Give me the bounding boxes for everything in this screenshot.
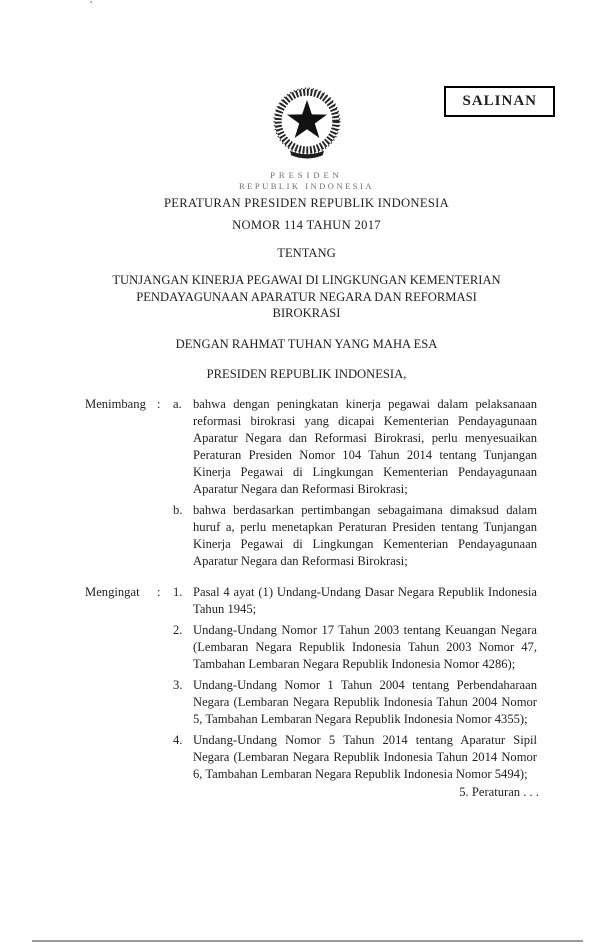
- list-item: [173, 732, 537, 783]
- item-text: Undang-Undang Nomor 5 Tahun 2014 tentang Aparatur Sipil Negara (Lembaran Negara Republik Indonesia Tahun 2014 Nomor 6, Tambahan Lembaran Negara Republik Indonesia Nomor 5494);: [193, 732, 537, 781]
- item-marker: 4.: [173, 732, 183, 747]
- item-text: bahwa berdasarkan pertimbangan sebagaimana dimaksud dalam huruf a, perlu menetapkan Peraturan Presiden tentang Tunjangan Kinerja Pegawai di Lingkungan Kementerian Pendayagunaan Aparatur Negara dan Reformasi Birokrasi;: [193, 502, 537, 568]
- scan-artifact-tick: ʹ: [90, 0, 93, 11]
- menimbang-section: [85, 396, 537, 570]
- list-item: [173, 677, 537, 728]
- menimbang-label: Menimbang: [85, 396, 146, 411]
- regulation-title: PERATURAN PRESIDEN REPUBLIK INDONESIA: [163, 196, 450, 210]
- rahmat-line: DENGAN RAHMAT TUHAN YANG MAHA ESA: [175, 336, 438, 351]
- document-body: [0, 396, 613, 783]
- garuda-star-emblem-icon: [268, 82, 346, 164]
- list-item: [173, 502, 537, 570]
- page-continuation-marker: 5. Peraturan . . .: [459, 784, 539, 799]
- item-marker: 1.: [173, 584, 183, 599]
- salinan-stamp: [444, 86, 555, 117]
- item-text: Undang-Undang Nomor 17 Tahun 2003 tentang Keuangan Negara (Lembaran Negara Republik Indonesia Tahun 2003 Nomor 47, Tambahan Lembaran Negara Republik Indonesia Nomor 4286);: [193, 622, 537, 671]
- regulation-subject: TUNJANGAN KINERJA PEGAWAI DI LINGKUNGAN KEMENTERIAN PENDAYAGUNAAN APARATUR NEGARA DAN REFORMASI BIROKRASI: [112, 273, 501, 320]
- scan-artifact-line: [32, 940, 583, 942]
- mengingat-items: [173, 584, 537, 783]
- presiden-ri-line: PRESIDEN REPUBLIK INDONESIA,: [206, 366, 407, 381]
- presidential-seal: [0, 0, 613, 164]
- letterhead-presiden: PRESIDEN: [270, 170, 343, 180]
- tentang-heading: TENTANG: [277, 246, 336, 260]
- menimbang-items: [173, 396, 537, 570]
- list-item: [173, 584, 537, 618]
- menimbang-colon: :: [157, 396, 161, 411]
- salinan-label: SALINAN: [462, 93, 537, 109]
- item-marker: 3.: [173, 677, 183, 692]
- item-text: Undang-Undang Nomor 1 Tahun 2004 tentang Perbendaharaan Negara (Lembaran Negara Republik Indonesia Tahun 2004 Nomor 5, Tambahan Lembaran Negara Republik Indonesia Nomor 4355);: [193, 677, 537, 726]
- list-item: [173, 622, 537, 673]
- regulation-number: NOMOR 114 TAHUN 2017: [232, 218, 381, 232]
- item-text: bahwa dengan peningkatan kinerja pegawai dalam pelaksanaan reformasi birokrasi yang dicapai Kementerian Pendayagunaan Aparatur Negara dan Reformasi Birokrasi, perlu menyesuaikan Peraturan Presiden Nomor 104 Tahun 2014 tentang Tunjangan Kinerja Pegawai di Lingkungan Kementerian Pendayagunaan Aparatur Negara dan Reformasi Birokrasi;: [193, 396, 537, 496]
- item-marker: b.: [173, 502, 183, 517]
- item-marker: 2.: [173, 622, 183, 637]
- mengingat-section: [85, 584, 537, 783]
- item-marker: a.: [173, 396, 182, 411]
- mengingat-colon: :: [157, 584, 161, 599]
- letterhead-republik-indonesia: REPUBLIK INDONESIA: [239, 181, 374, 191]
- mengingat-label: Mengingat: [85, 584, 140, 599]
- item-text: Pasal 4 ayat (1) Undang-Undang Dasar Negara Republik Indonesia Tahun 1945;: [193, 584, 537, 616]
- letterhead: [0, 170, 613, 192]
- list-item: [173, 396, 537, 498]
